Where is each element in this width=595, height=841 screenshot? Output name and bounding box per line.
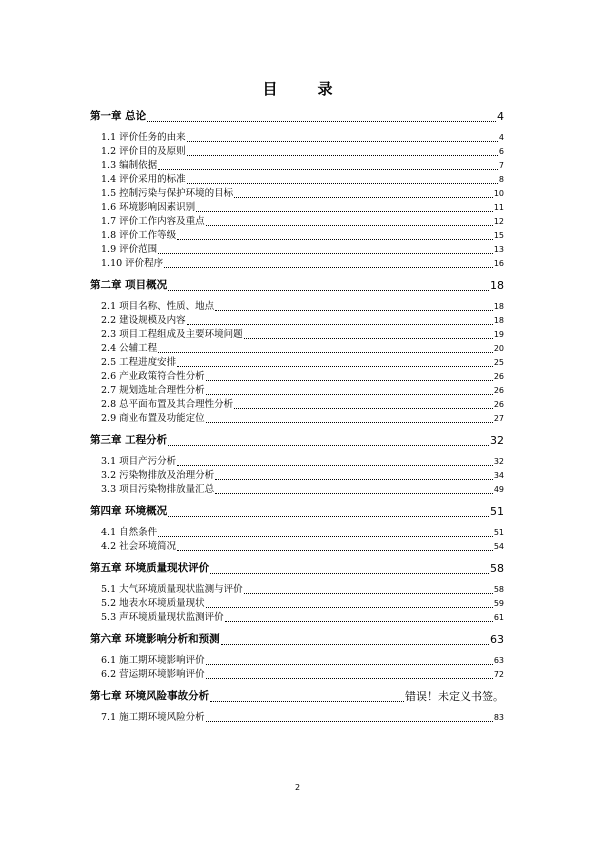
toc-section-entry[interactable] xyxy=(90,215,504,229)
toc-entry-page: 4 xyxy=(498,133,504,142)
dot-leader xyxy=(177,465,493,466)
toc-entry-page: 8 xyxy=(498,175,504,184)
toc-section-entry[interactable] xyxy=(90,455,504,469)
toc-section-entry[interactable] xyxy=(90,328,504,342)
toc-entry-label: 1.7 评价工作内容及重点 xyxy=(101,216,205,227)
toc-section-entry[interactable] xyxy=(90,243,504,257)
dot-leader xyxy=(187,141,498,142)
toc-entry-label: 第七章 环境风险事故分析 xyxy=(90,690,210,702)
dot-leader xyxy=(221,644,489,645)
toc-section-entry[interactable] xyxy=(90,201,504,215)
toc-chapter-entry[interactable] xyxy=(90,560,504,577)
dot-leader xyxy=(206,664,493,665)
toc-entry-page: 13 xyxy=(493,245,504,254)
dot-leader xyxy=(196,211,493,212)
toc-entry-page: 63 xyxy=(493,656,504,665)
toc-entry-page: 18 xyxy=(490,279,504,292)
toc-entry-page: 61 xyxy=(493,613,504,622)
toc-entry-label: 1.1 评价任务的由来 xyxy=(101,132,186,143)
toc-entry-page: 12 xyxy=(493,217,504,226)
toc-entry-label: 5.3 声环境质量现状监测评价 xyxy=(101,612,224,623)
dot-leader xyxy=(168,516,489,517)
toc-entry-page: 72 xyxy=(493,670,504,679)
dot-leader xyxy=(206,607,493,608)
toc-entry-label: 3.3 项目污染物排放量汇总 xyxy=(101,484,215,495)
dot-leader xyxy=(215,310,493,311)
toc-entry-label: 第二章 项目概况 xyxy=(90,279,168,291)
dot-leader xyxy=(234,408,493,409)
toc-entry-label: 1.3 编制依据 xyxy=(101,160,158,171)
toc-chapter-entry[interactable] xyxy=(90,631,504,648)
toc-title-char-2: 录 xyxy=(317,80,333,98)
toc-entry-page: 51 xyxy=(493,528,504,537)
toc-entry-page: 20 xyxy=(493,344,504,353)
toc-section-entry[interactable] xyxy=(90,356,504,370)
toc-entry-page: 58 xyxy=(490,562,504,575)
toc-entry-label: 7.1 施工期环境风险分析 xyxy=(101,712,205,723)
dot-leader xyxy=(168,290,489,291)
toc-section-entry[interactable] xyxy=(90,711,504,725)
toc-entry-label: 2.7 规划选址合理性分析 xyxy=(101,385,205,396)
dot-leader xyxy=(177,239,493,240)
toc-entry-page: 18 xyxy=(493,302,504,311)
toc-entry-label: 2.4 公辅工程 xyxy=(101,343,158,354)
toc-entry-page: 34 xyxy=(493,471,504,480)
toc-section-entry[interactable] xyxy=(90,597,504,611)
toc-entry-page: 59 xyxy=(493,599,504,608)
toc-section-entry[interactable] xyxy=(90,469,504,483)
table-of-contents xyxy=(90,108,504,725)
toc-entry-label: 1.6 环境影响因素识别 xyxy=(101,202,196,213)
toc-entry-page: 16 xyxy=(493,259,504,268)
toc-entry-label: 6.1 施工期环境影响评价 xyxy=(101,655,205,666)
toc-entry-page: 26 xyxy=(493,400,504,409)
toc-entry-label: 2.5 工程进度安排 xyxy=(101,357,177,368)
toc-title xyxy=(0,78,595,99)
dot-leader xyxy=(147,121,496,122)
dot-leader xyxy=(164,267,493,268)
toc-entry-label: 3.1 项目产污分析 xyxy=(101,456,177,467)
toc-entry-label: 3.2 污染物排放及治理分析 xyxy=(101,470,215,481)
dot-leader xyxy=(244,593,493,594)
toc-section-entry[interactable] xyxy=(90,173,504,187)
dot-leader xyxy=(210,701,404,702)
toc-chapter-entry[interactable] xyxy=(90,688,504,705)
toc-entry-page: 错误！未定义书签。 xyxy=(405,690,504,703)
toc-entry-label: 1.9 评价范围 xyxy=(101,244,158,255)
toc-chapter-entry[interactable] xyxy=(90,432,504,449)
dot-leader xyxy=(158,253,493,254)
toc-section-entry[interactable] xyxy=(90,611,504,625)
toc-entry-page: 25 xyxy=(493,358,504,367)
toc-entry-label: 2.8 总平面布置及其合理性分析 xyxy=(101,399,234,410)
toc-entry-page: 11 xyxy=(493,203,504,212)
toc-chapter-entry[interactable] xyxy=(90,108,504,125)
toc-entry-page: 26 xyxy=(493,386,504,395)
toc-section-entry[interactable] xyxy=(90,483,504,497)
toc-entry-page: 54 xyxy=(493,542,504,551)
toc-entry-label: 1.5 控制污染与保护环境的目标 xyxy=(101,188,234,199)
toc-chapter-entry[interactable] xyxy=(90,277,504,294)
toc-entry-page: 51 xyxy=(490,505,504,518)
page-number: 2 xyxy=(294,783,301,792)
dot-leader xyxy=(206,678,493,679)
dot-leader xyxy=(187,155,498,156)
toc-entry-label: 2.1 项目名称、性质、地点 xyxy=(101,301,215,312)
toc-section-entry[interactable] xyxy=(90,145,504,159)
toc-entry-page: 7 xyxy=(498,161,504,170)
dot-leader xyxy=(158,169,498,170)
dot-leader xyxy=(158,536,493,537)
toc-entry-page: 58 xyxy=(493,585,504,594)
dot-leader xyxy=(177,366,493,367)
toc-entry-page: 10 xyxy=(493,189,504,198)
toc-section-entry[interactable] xyxy=(90,257,504,271)
dot-leader xyxy=(206,394,493,395)
dot-leader xyxy=(215,493,493,494)
dot-leader xyxy=(206,422,493,423)
toc-section-entry[interactable] xyxy=(90,540,504,554)
toc-entry-label: 2.2 建设规模及内容 xyxy=(101,315,186,326)
toc-section-entry[interactable] xyxy=(90,229,504,243)
dot-leader xyxy=(210,573,489,574)
toc-entry-label: 1.2 评价目的及原则 xyxy=(101,146,186,157)
toc-chapter-entry[interactable] xyxy=(90,503,504,520)
toc-entry-label: 第六章 环境影响分析和预测 xyxy=(90,633,220,645)
toc-entry-label: 第一章 总论 xyxy=(90,110,147,122)
toc-entry-page: 26 xyxy=(493,372,504,381)
toc-entry-page: 83 xyxy=(493,713,504,722)
toc-section-entry[interactable] xyxy=(90,314,504,328)
toc-section-entry[interactable] xyxy=(90,342,504,356)
toc-section-entry[interactable] xyxy=(90,583,504,597)
toc-section-entry[interactable] xyxy=(90,526,504,540)
dot-leader xyxy=(215,479,493,480)
dot-leader xyxy=(206,721,493,722)
dot-leader xyxy=(187,183,498,184)
toc-entry-label: 6.2 营运期环境影响评价 xyxy=(101,669,205,680)
toc-section-entry[interactable] xyxy=(90,412,504,426)
toc-entry-page: 15 xyxy=(493,231,504,240)
dot-leader xyxy=(177,550,493,551)
toc-section-entry[interactable] xyxy=(90,131,504,145)
toc-section-entry[interactable] xyxy=(90,300,504,314)
toc-section-entry[interactable] xyxy=(90,159,504,173)
toc-entry-page: 6 xyxy=(498,147,504,156)
toc-entry-page: 27 xyxy=(493,414,504,423)
toc-entry-page: 32 xyxy=(490,434,504,447)
toc-entry-page: 19 xyxy=(493,330,504,339)
toc-entry-label: 第三章 工程分析 xyxy=(90,434,168,446)
toc-title-char-1: 目 xyxy=(262,80,278,98)
toc-entry-label: 1.4 评价采用的标准 xyxy=(101,174,186,185)
toc-section-entry[interactable] xyxy=(90,654,504,668)
toc-section-entry[interactable] xyxy=(90,398,504,412)
toc-section-entry[interactable] xyxy=(90,668,504,682)
dot-leader xyxy=(244,338,493,339)
toc-entry-page: 4 xyxy=(497,110,504,123)
toc-section-entry[interactable] xyxy=(90,187,504,201)
dot-leader xyxy=(206,225,493,226)
toc-entry-label: 5.2 地表水环境质量现状 xyxy=(101,598,205,609)
dot-leader xyxy=(206,380,493,381)
toc-entry-label: 4.2 社会环境简况 xyxy=(101,541,177,552)
toc-section-entry[interactable] xyxy=(90,384,504,398)
toc-entry-label: 2.9 商业布置及功能定位 xyxy=(101,413,205,424)
toc-section-entry[interactable] xyxy=(90,370,504,384)
toc-entry-label: 2.3 项目工程组成及主要环境问题 xyxy=(101,329,243,340)
dot-leader xyxy=(158,352,493,353)
dot-leader xyxy=(225,621,493,622)
dot-leader xyxy=(187,324,493,325)
toc-entry-page: 49 xyxy=(493,485,504,494)
toc-entry-label: 5.1 大气环境质量现状监测与评价 xyxy=(101,584,243,595)
toc-entry-label: 2.6 产业政策符合性分析 xyxy=(101,371,205,382)
dot-leader xyxy=(234,197,493,198)
toc-entry-label: 1.8 评价工作等级 xyxy=(101,230,177,241)
toc-entry-page: 63 xyxy=(490,633,504,646)
dot-leader xyxy=(168,445,489,446)
toc-entry-page: 18 xyxy=(493,316,504,325)
toc-entry-label: 4.1 自然条件 xyxy=(101,527,158,538)
toc-entry-page: 32 xyxy=(493,457,504,466)
toc-entry-label: 第四章 环境概况 xyxy=(90,505,168,517)
toc-entry-label: 第五章 环境质量现状评价 xyxy=(90,562,210,574)
toc-entry-label: 1.10 评价程序 xyxy=(101,258,164,269)
